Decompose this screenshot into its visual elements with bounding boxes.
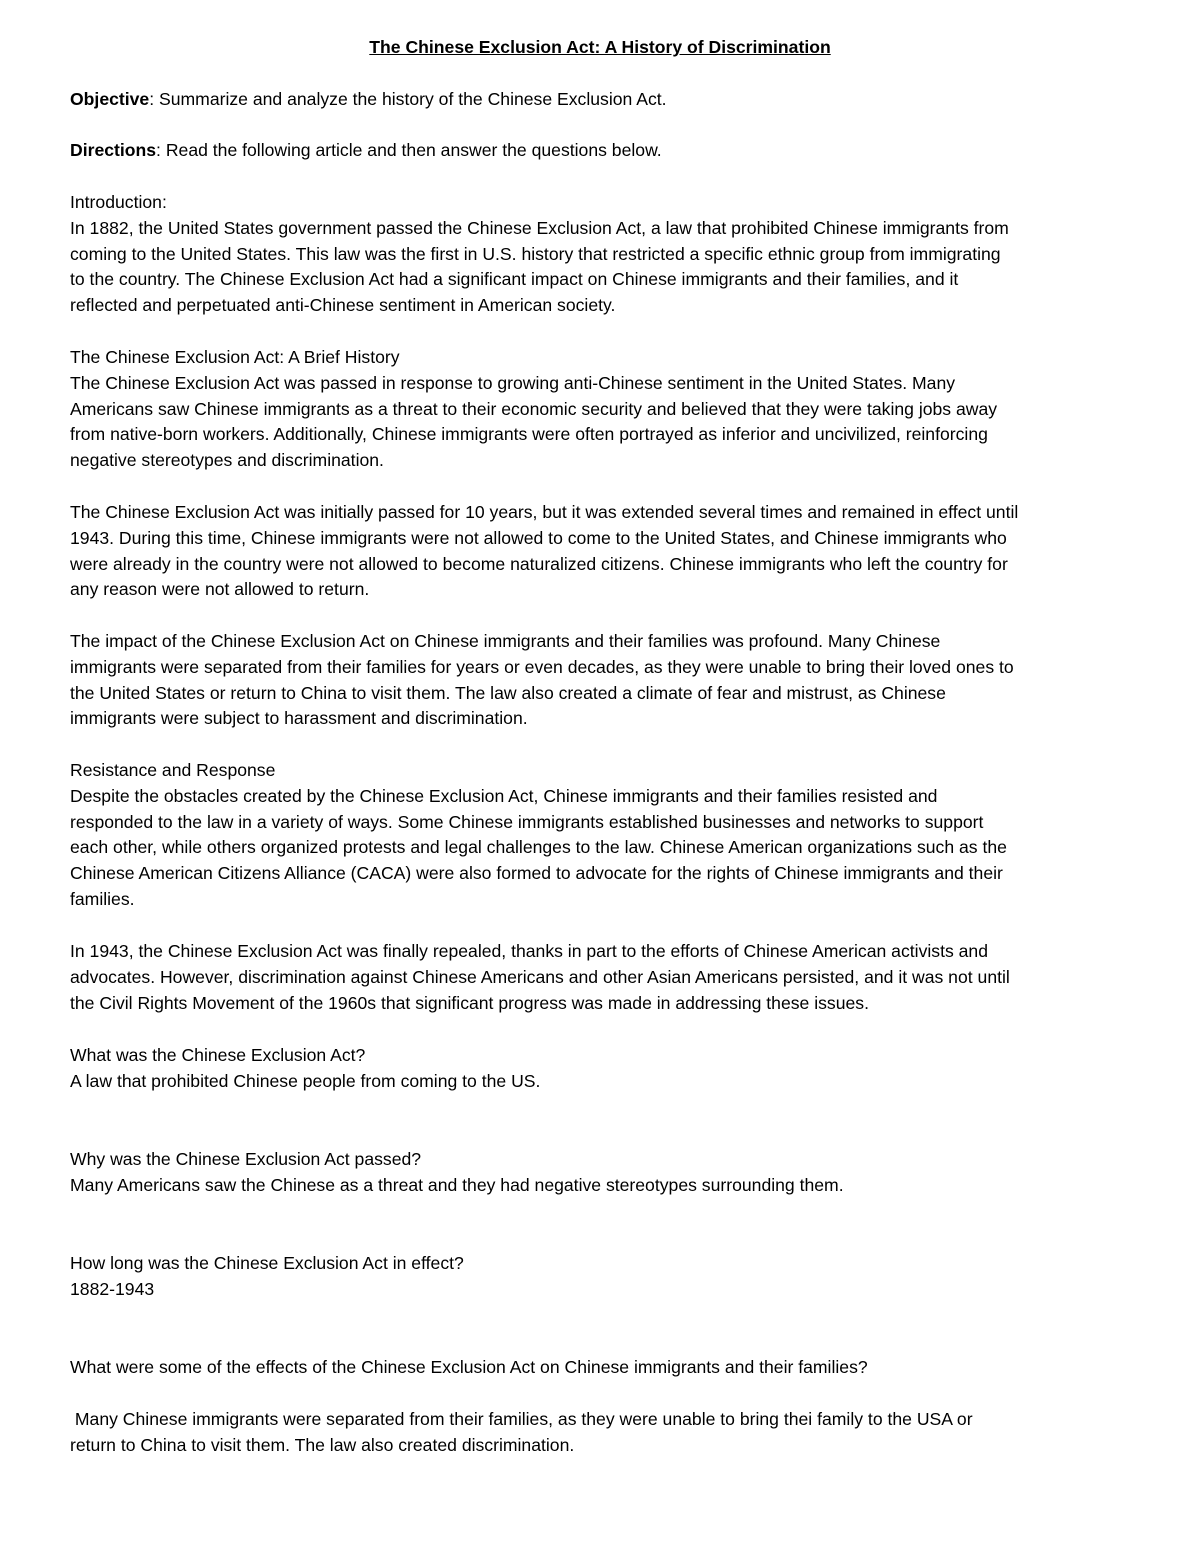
question-text: Why was the Chinese Exclusion Act passed? xyxy=(70,1149,422,1169)
directions-paragraph xyxy=(70,138,1132,164)
paragraph-line: Americans saw Chinese immigrants as a threat to their economic security and believed that they were taking jobs away xyxy=(70,398,998,419)
answer-text: Many Americans saw the Chinese as a threat and they had negative stereotypes surrounding them. xyxy=(70,1174,844,1195)
question-item-3 xyxy=(70,1251,1132,1303)
paragraph-line: each other, while others organized protests and legal challenges to the law. Chinese American organizations such as the xyxy=(70,837,1007,858)
paragraph-line: responded to the law in a variety of ways. Some Chinese immigrants established businesses and networks to support xyxy=(70,811,984,832)
introduction-section xyxy=(70,190,1132,319)
question-item-2 xyxy=(70,1147,1132,1199)
paragraph-line: any reason were not allowed to return. xyxy=(70,579,370,600)
paragraph-line: immigrants were subject to harassment and discrimination. xyxy=(70,708,528,729)
question-item-4 xyxy=(70,1355,1132,1381)
question-text: How long was the Chinese Exclusion Act in effect? xyxy=(70,1253,464,1273)
resistance-section xyxy=(70,758,1132,913)
paragraph-line: In 1943, the Chinese Exclusion Act was finally repealed, thanks in part to the efforts of Chinese American activists and xyxy=(70,941,988,961)
answer-block-4 xyxy=(70,1407,1132,1459)
paragraph-line: the United States or return to China to visit them. The law also created a climate of fear and mistrust, as Chinese xyxy=(70,682,946,703)
paragraph-line: Chinese American Citizens Alliance (CACA) were also formed to advocate for the rights of Chinese immigrants and their xyxy=(70,863,1003,884)
answer-text: A law that prohibited Chinese people from coming to the US. xyxy=(70,1070,541,1091)
section-heading: Resistance and Response xyxy=(70,760,276,780)
paragraph-line: immigrants were separated from their families for years or even decades, as they were unable to bring their loved ones to xyxy=(70,656,1014,677)
directions-label: Directions xyxy=(70,140,157,160)
page-title: The Chinese Exclusion Act: A History of Discrimination xyxy=(369,37,831,57)
paragraph-line: reflected and perpetuated anti-Chinese sentiment in American society. xyxy=(70,295,616,316)
paragraph-line: the Civil Rights Movement of the 1960s that significant progress was made in addressing these issues. xyxy=(70,992,869,1013)
section-heading: The Chinese Exclusion Act: A Brief History xyxy=(70,347,400,367)
paragraph-line: The impact of the Chinese Exclusion Act on Chinese immigrants and their families was profound. Many Chinese xyxy=(70,631,941,651)
question-item-1 xyxy=(70,1043,1132,1095)
paragraph-line: negative stereotypes and discrimination. xyxy=(70,450,384,471)
directions-text: : Read the following article and then answer the questions below. xyxy=(156,140,662,160)
paragraph-line: were already in the country were not allowed to become naturalized citizens. Chinese immigrants who left the country for xyxy=(70,553,1008,574)
paragraph-line: The Chinese Exclusion Act was passed in response to growing anti-Chinese sentiment in the United States. Many xyxy=(70,372,956,393)
paragraph-line: Despite the obstacles created by the Chinese Exclusion Act, Chinese immigrants and their families resisted and xyxy=(70,785,938,806)
paragraph-line: from native-born workers. Additionally, Chinese immigrants were often portrayed as inferior and uncivilized, reinforcing xyxy=(70,424,988,445)
repeal-paragraph xyxy=(70,939,1132,1016)
duration-paragraph xyxy=(70,500,1132,603)
answer-text: 1882-1943 xyxy=(70,1278,155,1299)
paragraph-line: families. xyxy=(70,888,135,909)
paragraph-line: to the country. The Chinese Exclusion Act had a significant impact on Chinese immigrants and their families, and it xyxy=(70,269,959,290)
paragraph-line: coming to the United States. This law was the first in U.S. history that restricted a specific ethnic group from immigrating xyxy=(70,243,1001,264)
objective-text: : Summarize and analyze the history of the Chinese Exclusion Act. xyxy=(149,89,667,109)
paragraph-line: advocates. However, discrimination against Chinese Americans and other Asian Americans persisted, and it was not until xyxy=(70,966,1010,987)
section-heading: Introduction: xyxy=(70,192,167,212)
brief-history-section xyxy=(70,345,1132,474)
paragraph-line: 1943. During this time, Chinese immigrants were not allowed to come to the United States, and Chinese immigrants who xyxy=(70,527,1007,548)
question-text: What were some of the effects of the Chinese Exclusion Act on Chinese immigrants and their families? xyxy=(70,1357,868,1377)
paragraph-line: In 1882, the United States government passed the Chinese Exclusion Act, a law that prohibited Chinese immigrants from xyxy=(70,217,1009,238)
answer-text: return to China to visit them. The law also created discrimination. xyxy=(70,1434,575,1455)
impact-paragraph xyxy=(70,629,1132,732)
question-text: What was the Chinese Exclusion Act? xyxy=(70,1045,366,1065)
paragraph-line: The Chinese Exclusion Act was initially passed for 10 years, but it was extended several times and remained in effect until xyxy=(70,502,1019,522)
objective-paragraph xyxy=(70,87,1132,113)
objective-label: Objective xyxy=(70,89,150,109)
answer-text: Many Chinese immigrants were separated from their families, as they were unable to bring thei family to the USA or xyxy=(70,1409,973,1429)
